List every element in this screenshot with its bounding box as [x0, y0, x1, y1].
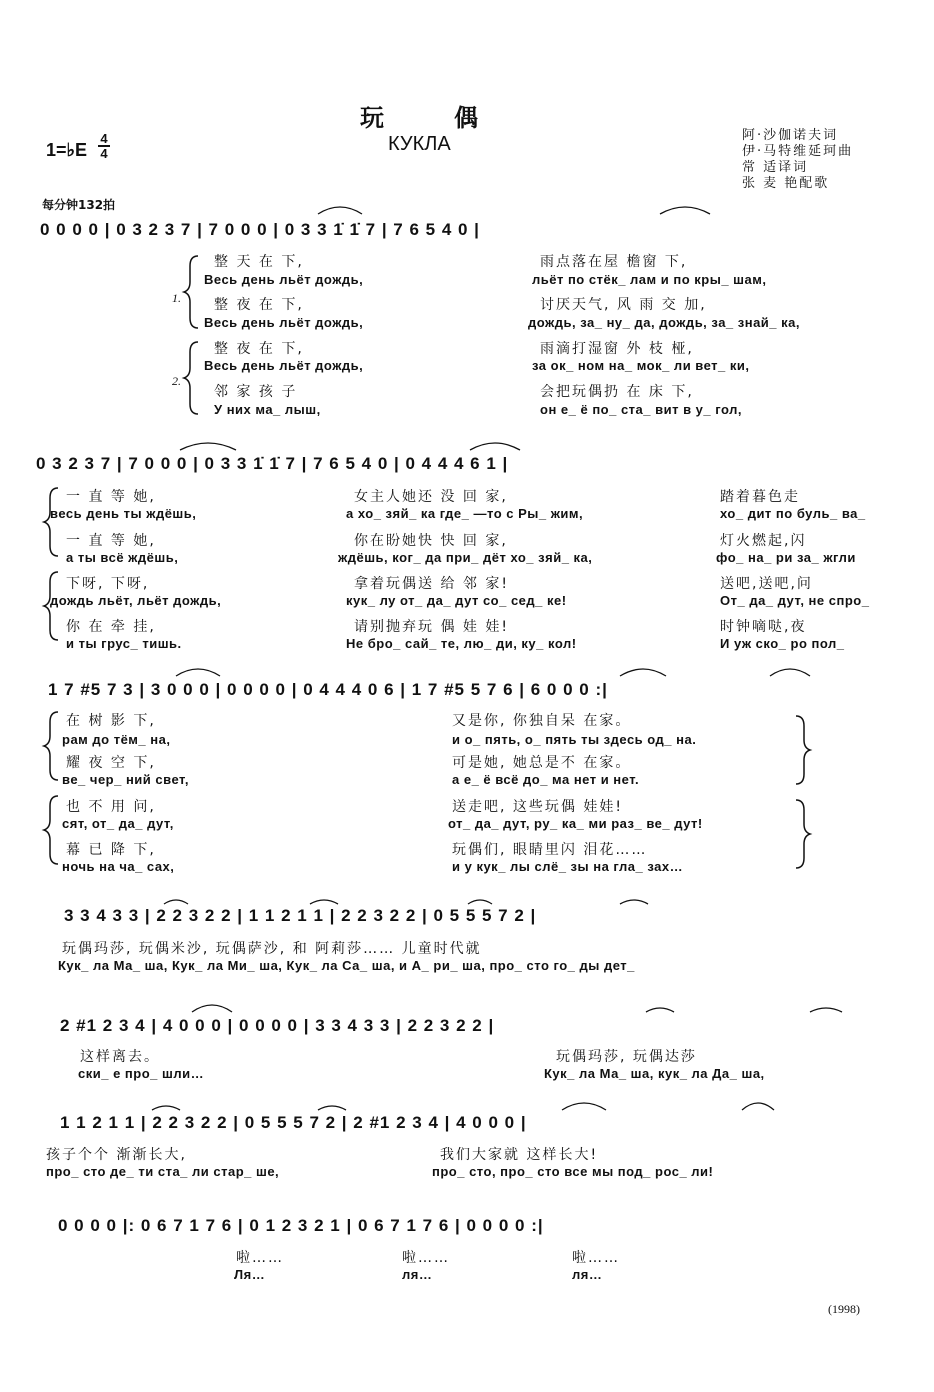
lyric-line: 整 夜 在 下, [214, 297, 304, 313]
brace [184, 342, 198, 414]
lyric-line: 可是她, 她总是不 在家。 [452, 755, 632, 771]
lyric-line: 我们大家就 这样长大! [440, 1147, 599, 1163]
credit-composer: 伊·马特维延珂曲 [742, 144, 854, 159]
lyric-line-ru: весь день ты ждёшь, [50, 506, 197, 521]
lyric-line-ru: а е_ ё всё до_ ма нет и нет. [452, 772, 640, 787]
lyric-line: 这样离去。 [80, 1049, 160, 1065]
credit-lyricist: 阿·沙伽诺夫词 [742, 128, 839, 143]
lyric-line-ru: от_ да_ дут, ру_ ка_ ми раз_ ве_ дут! [448, 816, 703, 831]
lyric-line: 请别抛弃玩 偶 娃 娃! [354, 619, 509, 635]
lyric-line: 整 天 在 下, [214, 254, 304, 270]
lyric-line-ru: про_ сто де_ ти ста_ ли стар_ ше, [46, 1164, 280, 1179]
credit-arranger: 张 麦 艳配歌 [742, 176, 830, 191]
lyric-line-ru: он е_ ё по_ ста_ вит в у_ гол, [540, 402, 742, 417]
lyric-line-ru: и у кук_ лы слё_ зы на гла_ зах… [452, 859, 684, 874]
lyric-line: 孩子个个 渐渐长大, [46, 1147, 187, 1163]
lyric-line-ru: От_ да_ дут, не спро_ [720, 593, 870, 608]
title-chinese: 玩偶 [360, 103, 548, 132]
brace [796, 800, 810, 868]
lyric-line: 灯火燃起,闪 [720, 533, 807, 549]
meter-top: 4 [100, 131, 108, 146]
lyric-line-ru: и о_ пять, о_ пять ты здесь од_ на. [452, 732, 697, 747]
lyric-line: 你在盼她快 快 回 家, [354, 533, 508, 549]
lyric-line-ru: И уж ско_ ро пол_ [720, 636, 845, 651]
lyric-line: 讨厌天气, 风 雨 交 加, [540, 297, 707, 313]
lyric-line-ru: ве_ чер_ ний свет, [62, 772, 190, 787]
brace [44, 712, 58, 780]
year: (1998) [828, 1302, 860, 1316]
credits [742, 128, 853, 192]
lyric-line: 送吧,送吧,问 [720, 576, 813, 592]
notation-row-4: 3 3 4 3 3 | 2 2 3 2 2 | 1 1 2 1 1 | 2 2 3 2 2 | 0 5 5 5 7 2 | [64, 906, 537, 925]
lyric-line-ru: ля… [402, 1267, 433, 1282]
lyric-line-ru: кук_ лу от_ да_ дут со_ сед_ ке! [346, 593, 567, 608]
lyric-line: 玩偶玛莎, 玩偶米沙, 玩偶萨沙, 和 阿莉莎…… 儿童时代就 [62, 941, 482, 957]
lyric-line: 幕 已 降 下, [66, 842, 156, 858]
lyric-line-ru: за ок_ ном на_ мок_ ли вет_ ки, [532, 358, 750, 373]
lyric-line: 啦…… [572, 1250, 620, 1266]
lyric-line: 踏着暮色走 [720, 489, 800, 505]
lyric-line-ru: Кук_ ла Ма_ ша, Кук_ ла Ми_ ша, Кук_ ла Са_ ша, и А_ ри_ ша, про_ сто го_ ды дет_ [58, 958, 635, 973]
lyric-line-ru: дождь, за_ ну_ да, дождь, за_ знай_ ка, [528, 315, 800, 330]
lyric-line-ru: ля… [572, 1267, 603, 1282]
lyric-line: 女主人她还 没 回 家, [354, 489, 508, 505]
lyric-line: 邻 家 孩 子 [214, 384, 298, 400]
lyric-line: 一 直 等 她, [66, 533, 156, 549]
notation-row-6: 1 1 2 1 1 | 2 2 3 2 2 | 0 5 5 5 7 2 | 2 #1 2 3 4 | 4 0 0 0 | [60, 1113, 527, 1132]
lyric-line-ru: Весь день льёт дождь, [204, 272, 364, 287]
lyric-line-ru: ждёшь, ког_ да при_ дёт хо_ зяй_ ка, [338, 550, 593, 565]
lyric-line: 也 不 用 问, [66, 799, 156, 815]
lyric-line: 会把玩偶扔 在 床 下, [540, 384, 694, 400]
lyric-line: 啦…… [402, 1250, 450, 1266]
time-signature [98, 132, 110, 160]
notation-row-5: 2 #1 2 3 4 | 4 0 0 0 | 0 0 0 0 | 3 3 4 3 3 | 2 2 3 2 2 | [60, 1016, 495, 1035]
notation-row-2: 0 3 2 3 7 | 7 0 0 0 | 0 3 3 1̇ 1̇ 7 | 7 6 5 4 0 | 0 4 4 4 6 1 | [36, 454, 509, 473]
verse-label-2: 2. [172, 374, 181, 388]
lyric-line-ru: хо_ дит по буль_ ва_ [720, 506, 866, 521]
lyric-line-ru: льёт по стёк_ лам и по кры_ шам, [532, 272, 767, 287]
notation-row-1: 0 0 0 0 | 0 3 2 3 7 | 7 0 0 0 | 0 3 3 1̇ 1̇ 7 | 7 6 5 4 0 | [40, 220, 480, 239]
tempo-marking: 每分钟132拍 [42, 198, 116, 212]
lyric-line: 雨点落在屋 檐窗 下, [540, 254, 688, 270]
lyric-line: 拿着玩偶送 给 邻 家! [354, 576, 509, 592]
brace [184, 256, 198, 328]
lyric-line-ru: про_ сто, про_ сто все мы под_ рос_ ли! [432, 1164, 714, 1179]
lyric-line: 你 在 牵 挂, [66, 619, 156, 635]
lyric-line: 雨滴打湿窗 外 枝 桠, [540, 341, 694, 357]
meter-bottom: 4 [100, 146, 108, 161]
lyric-line: 玩偶玛莎, 玩偶达莎 [556, 1049, 697, 1065]
lyric-line: 啦…… [236, 1250, 284, 1266]
lyric-line: 下呀, 下呀, [66, 576, 150, 592]
lyric-line: 玩偶们, 眼睛里闪 泪花…… [452, 842, 648, 858]
title-russian: КУКЛА [388, 133, 451, 155]
lyric-line-ru: и ты грус_ тишь. [66, 636, 182, 651]
lyric-line-ru: Весь день льёт дождь, [204, 358, 364, 373]
notation-row-7: 0 0 0 0 |: 0 6 7 1 7 6 | 0 1 2 3 2 1 | 0 6 7 1 7 6 | 0 0 0 0 :| [58, 1216, 544, 1235]
lyric-line-ru: Ля… [234, 1267, 266, 1282]
brace [796, 716, 810, 784]
credit-translator: 常 适译词 [742, 160, 809, 175]
lyric-line-ru: Кук_ ла Ма_ ша, кук_ ла Да_ ша, [544, 1066, 765, 1081]
key-signature: 1=♭E [46, 140, 88, 160]
lyric-line-ru: фо_ на_ ри за_ жгли [716, 550, 856, 565]
brace [44, 488, 58, 556]
lyric-line-ru: Весь день льёт дождь, [204, 315, 364, 330]
brace [44, 796, 58, 864]
lyric-line-ru: сят, от_ да_ дут, [62, 816, 174, 831]
lyric-line-ru: дождь льёт, льёт дождь, [50, 593, 222, 608]
lyric-line: 又是你, 你独自呆 在家。 [452, 713, 632, 729]
verse-label-1: 1. [172, 291, 181, 305]
lyric-line-ru: У них ма_ лыш, [214, 402, 321, 417]
lyric-line-ru: рам до тём_ на, [62, 732, 171, 747]
lyric-line-ru: ночь на ча_ сах, [62, 859, 175, 874]
lyric-line: 耀 夜 空 下, [66, 755, 156, 771]
lyric-line: 送走吧, 这些玩偶 娃娃! [452, 799, 623, 815]
lyric-line-ru: Не бро_ сай_ те, лю_ ди, ку_ кол! [346, 636, 577, 651]
lyric-line: 整 夜 在 下, [214, 341, 304, 357]
lyric-line: 时钟嘀哒,夜 [720, 619, 807, 635]
notation-row-3: 1 7 #5 7 3 | 3 0 0 0 | 0 0 0 0 | 0 4 4 4 0 6 | 1 7 #5 5 7 6 | 6 0 0 0 :| [48, 680, 608, 699]
lyric-line-ru: ски_ е про_ шли… [78, 1066, 205, 1081]
lyric-line: 在 树 影 下, [66, 713, 156, 729]
lyric-line-ru: а хо_ зяй_ ка где_ —то с Ры_ жим, [346, 506, 584, 521]
lyric-line: 一 直 等 她, [66, 489, 156, 505]
lyric-line-ru: а ты всё ждёшь, [66, 550, 179, 565]
